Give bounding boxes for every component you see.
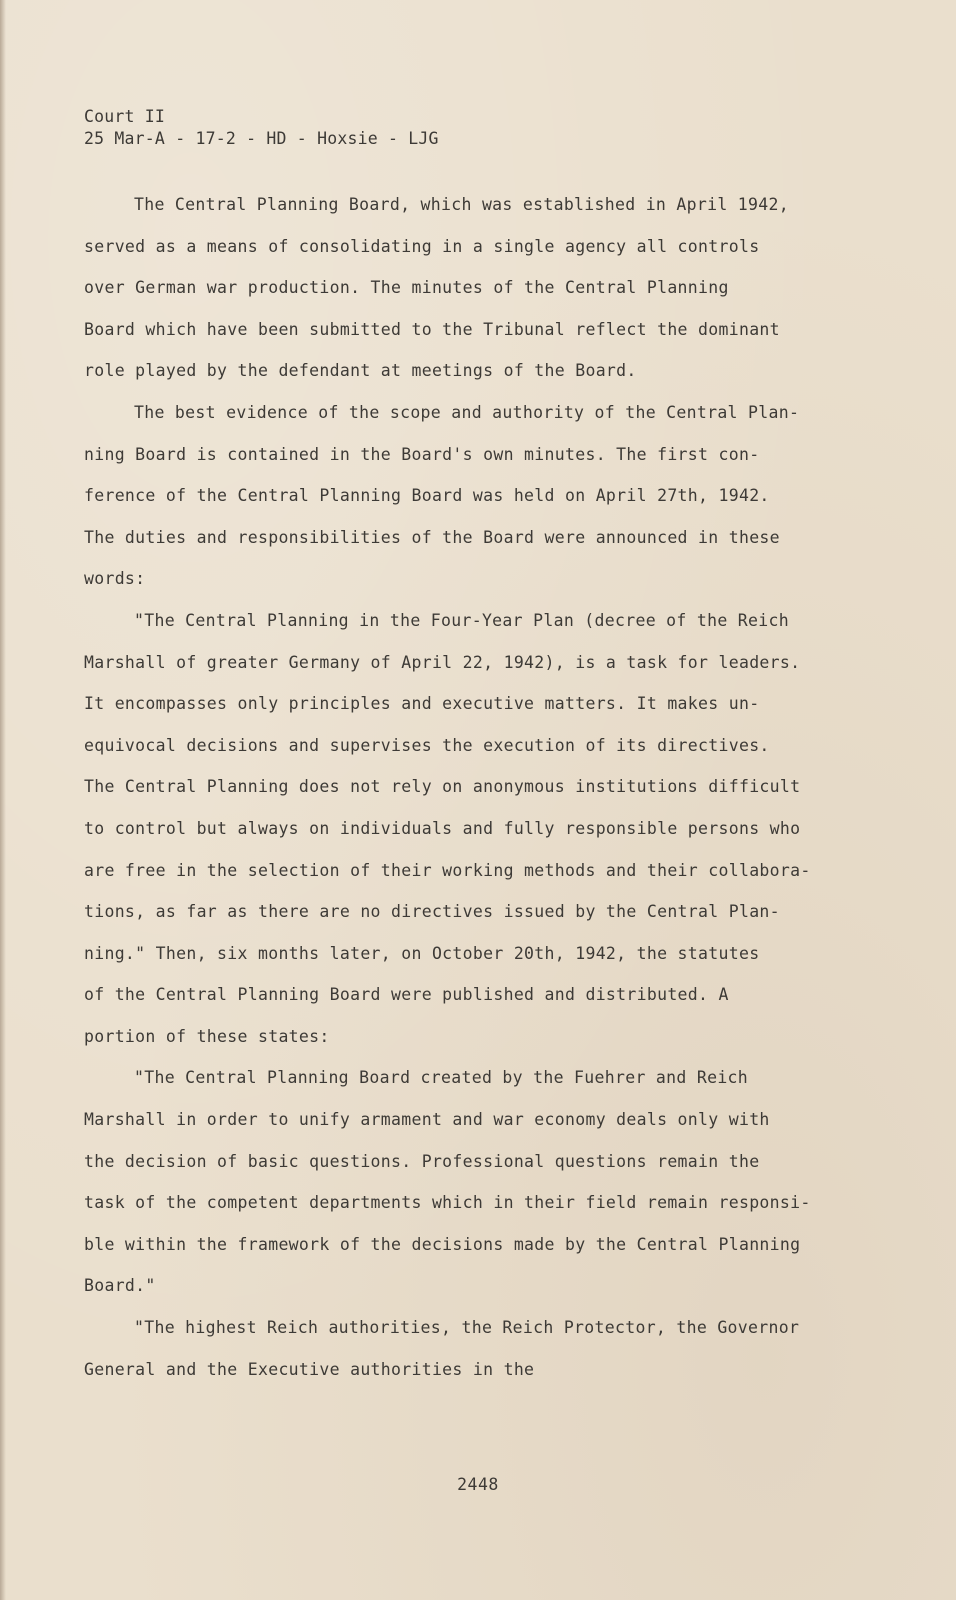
text-line: Board." xyxy=(84,1276,156,1296)
text-line: ble within the framework of the decisions made by the Central Planning xyxy=(84,1234,801,1254)
text-line: "The Central Planning Board created by the Fuehrer and Reich xyxy=(134,1068,749,1088)
text-line: ning." Then, six months later, on October 20th, 1942, the statutes xyxy=(84,943,760,963)
page-number: 2448 xyxy=(457,1475,499,1494)
court-label: Court II xyxy=(84,107,166,126)
text-line: Marshall in order to unify armament and war economy deals only with xyxy=(84,1110,770,1130)
document-body xyxy=(84,184,824,1390)
text-line: "The Central Planning in the Four-Year Plan (decree of the Reich xyxy=(134,610,789,630)
text-line: are free in the selection of their working methods and their collabora- xyxy=(84,860,811,880)
text-line: ning Board is contained in the Board's own minutes. The first con- xyxy=(84,444,760,464)
text-line: The best evidence of the scope and authority of the Central Plan- xyxy=(134,402,800,422)
text-line: portion of these states: xyxy=(84,1026,330,1046)
text-line: General and the Executive authorities in the xyxy=(84,1359,535,1379)
text-line: the decision of basic questions. Professional questions remain the xyxy=(84,1151,760,1171)
text-line: The Central Planning Board, which was established in April 1942, xyxy=(134,195,789,214)
text-line: The Central Planning does not rely on anonymous institutions difficult xyxy=(84,777,801,797)
text-line: "The highest Reich authorities, the Reich Protector, the Governor xyxy=(134,1318,800,1338)
page-edge-shadow xyxy=(0,0,6,1600)
text-line: to control but always on individuals and fully responsible persons who xyxy=(84,818,801,838)
text-line: role played by the defendant at meetings of the Board. xyxy=(84,361,637,381)
text-line: ference of the Central Planning Board was held on April 27th, 1942. xyxy=(84,486,770,506)
text-line: task of the competent departments which in their field remain responsi- xyxy=(84,1193,811,1213)
text-line: Board which have been submitted to the Tribunal reflect the dominant xyxy=(84,319,780,339)
text-line: of the Central Planning Board were published and distributed. A xyxy=(84,985,729,1005)
text-line: Marshall of greater Germany of April 22, 1942), is a task for leaders. xyxy=(84,652,801,672)
document-header xyxy=(84,106,439,150)
text-line: tions, as far as there are no directives issued by the Central Plan- xyxy=(84,902,780,922)
transcript-reference: 25 Mar-A - 17-2 - HD - Hoxsie - LJG xyxy=(84,129,439,148)
text-line: over German war production. The minutes of the Central Planning xyxy=(84,278,729,298)
text-line: served as a means of consolidating in a single agency all controls xyxy=(84,236,760,256)
text-line: equivocal decisions and supervises the execution of its directives. xyxy=(84,735,770,755)
text-line: words: xyxy=(84,569,146,589)
text-line: It encompasses only principles and executive matters. It makes un- xyxy=(84,694,760,714)
text-line: The duties and responsibilities of the Board were announced in these xyxy=(84,527,780,547)
